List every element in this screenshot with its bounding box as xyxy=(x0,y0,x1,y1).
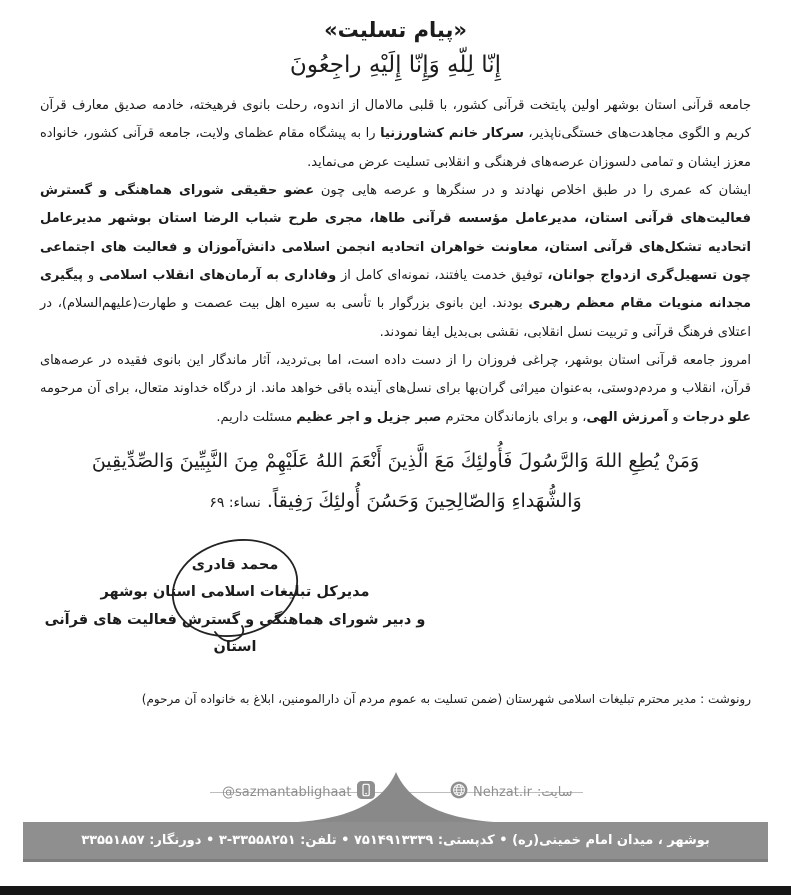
letter-body xyxy=(40,92,751,432)
globe-icon xyxy=(450,781,468,803)
footer-white-gap xyxy=(0,862,791,886)
website-group xyxy=(450,781,573,803)
verse-reference: نساء: ۶۹ xyxy=(209,494,261,511)
letterhead-footer xyxy=(0,772,791,895)
site-label: سایت: xyxy=(536,784,573,800)
paragraph-2: ایشان که عمری را در طبق اخلاص نهادند و در سنگرها و عرصه هایی چون عضو حقیقی شورای هماهنگی و گسترش فعالیت‌های قرآنی استان، مدیرعامل مؤسسه قرآنی طاها، مجری طرح شباب الرضا استان بوشهر مدیرعامل اتحادیه تشکل‌های قرآنی استان، معاونت خواهران اتحادیه انجمن اسلامی دانش‌آموزان و فعالیت های اجتماعی چون تسهیل‌گری ازدواج جوانان، توفیق خدمت یافتند، نمونه‌ای کامل از وفاداری به آرمان‌های انقلاب اسلامی و پیگیری مجدانه منویات مقام معظم رهبری بودند. این بانوی بزرگوار با تأسی به سیره اهل بیت عصمت و طهارت(علیهم‌السلام)، در اعتلای فرهنگ قرآنی و تربیت نسل انقلابی، نقشی بی‌بدیل ایفا نمودند. xyxy=(40,182,752,340)
social-handle-text: @sazmantablighaat xyxy=(222,784,352,800)
social-handle-group xyxy=(222,781,375,803)
signer-name: محمد قادری xyxy=(191,556,279,573)
paragraph-1: جامعه قرآنی استان بوشهر اولین پایتخت قرآنی کشور، با قلبی مالامال از اندوه، رحلت بانوی فرهیخته، خادمه صدیق معارف قرآن کریم و الگوی مجاهدت‌های خستگی‌ناپذیر، سرکار خانم کشاورزنیا را به پیشگاه مقام عظمای ولایت، جامعه قرآنی کشور، خانواده معزز ایشان و تمامی دلسوزان عرصه‌های فرهنگی و انقلابی تسلیت عرض می‌نماید. xyxy=(40,98,751,170)
bottom-border-bar xyxy=(0,886,791,895)
footer-social-row xyxy=(0,772,791,822)
signer-title-1: مدیرکل تبلیغات اسلامی استان بوشهر xyxy=(100,584,370,601)
quran-verse xyxy=(58,442,733,522)
istirja-verse: إِنّا لِلّهِ وَإِنّا إِلَيْهِ راجِعُونَ xyxy=(289,52,502,78)
signature-block xyxy=(40,552,430,662)
address-bar: بوشهر ، میدان امام خمینی(ره) • کدپستی: ۷۵۱۴۹۱۳۳۳۹ • تلفن: ۳۳۵۵۸۲۵۱-۳ • دورنگار: ۳۳۵۵۱۸۵۷ xyxy=(23,822,768,862)
signer-title-2: و دبیر شورای هماهنگی و گسترش فعالیت های قرآنی استان xyxy=(44,611,426,656)
mobile-phone-icon xyxy=(357,781,375,803)
site-url: Nehzat.ir xyxy=(473,784,532,800)
postscript-note: رونوشت : مدیر محترم تبلیغات اسلامی شهرستان (ضمن تسلیت به عموم مردم آن دارالمومنین، ابلاغ به خانواده آن مرحوم) xyxy=(141,691,751,706)
verse-text: وَمَنْ يُطِعِ اللهَ وَالرَّسُولَ فَأُولئِكَ مَعَ الَّذِينَ أَنْعَمَ اللهُ عَلَيْهِمْ مِنَ النَّبِيِّينَ وَالصِّدِّيقِينَ وَالشُّهَداءِ وَالصّالِحِينَ وَحَسُنَ أُولئِكَ رَفِيقاً. xyxy=(91,449,700,512)
paragraph-3: امروز جامعه قرآنی استان بوشهر، چراغی فروزان را از دست داده است، اما بی‌تردید، آثار ماندگار این بانوی فقیده در عرصه‌های قرآن، انقلاب و مردم‌دوستی، به‌عنوان میراثی گران‌بها برای نسل‌های آینده باقی خواهد ماند. از درگاه خداوند متعال، برای آن مرحومه علو درجات و آمرزش الهی، و برای بازماندگان محترم صبر جزیل و اجر عظیم مسئلت داریم. xyxy=(40,352,751,425)
page-title: «پیام تسلیت» xyxy=(324,18,467,42)
